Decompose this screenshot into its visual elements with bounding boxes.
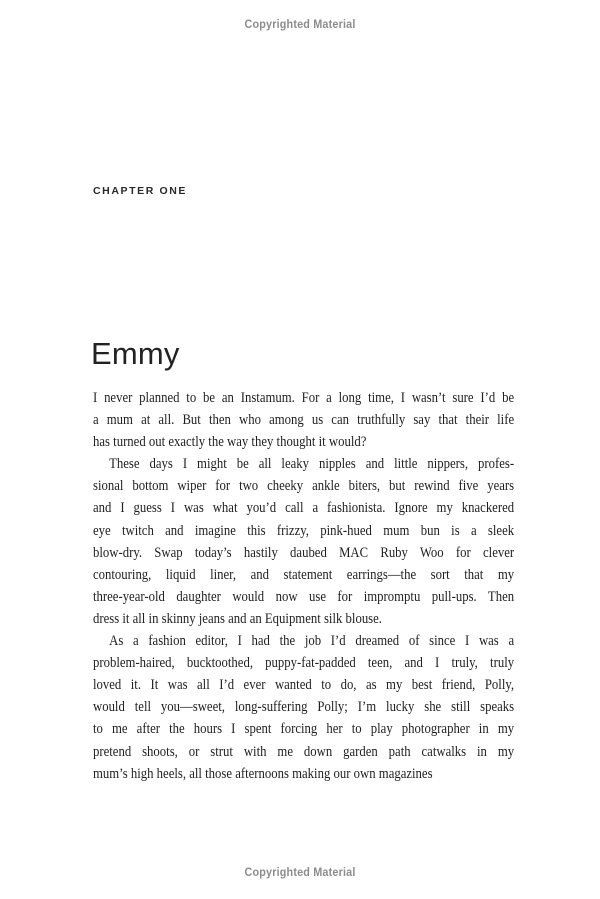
text-line: and I guess I was what you’d call a fashionista. Ignore my knackered [93,500,515,517]
text-line: eye twitch and imagine this frizzy, pink-hued mum bun is a sleek [93,522,515,539]
text-line: dress it all in skinny jeans and an Equipment silk blouse. [93,610,382,627]
text-line: to me after the hours I spent forcing her to play photographer in my [93,721,515,738]
copyright-notice-bottom: Copyrighted Material [244,865,356,879]
text-line: mum’s high heels, all those afternoons making our own magazines [93,765,433,782]
text-line: a mum at all. But then who among us can truthfully say that their life [93,412,515,429]
text-line: blow-dry. Swap today’s hastily daubed MAC Ruby Woo for clever [93,544,515,561]
chapter-label: CHAPTER ONE [93,185,188,197]
text-line: has turned out exactly the way they thought it would? [93,434,367,451]
text-line: loved it. It was all I’d ever wanted to do, as my best friend, Polly, [93,677,515,694]
paragraph [93,387,514,453]
text-line: three-year-old daughter would now use for impromptu pull-ups. Then [93,588,515,605]
text-line: sional bottom wiper for two cheeky ankle biters, but rewind five years [93,478,515,495]
paragraph [93,453,514,630]
text-line: I never planned to be an Instamum. For a long time, I wasn’t sure I’d be [93,390,515,406]
text-line: would tell you—sweet, long-suffering Polly; I’m lucky she still speaks [93,699,515,716]
copyright-notice-top: Copyrighted Material [244,17,356,31]
paragraph [93,630,514,785]
text-line: These days I might be all leaky nipples and little nippers, profes- [109,456,515,473]
text-line: As a fashion editor, I had the job I’d dreamed of since I was a [109,633,515,650]
text-line: pretend shoots, or strut with me down garden path catwalks in my [93,743,515,760]
text-line: problem-haired, bucktoothed, puppy-fat-padded teen, and I truly, truly [93,655,515,672]
body-text [93,387,514,785]
chapter-title: Emmy [91,336,180,371]
text-line: contouring, liquid liner, and statement earrings—the sort that my [93,566,515,583]
